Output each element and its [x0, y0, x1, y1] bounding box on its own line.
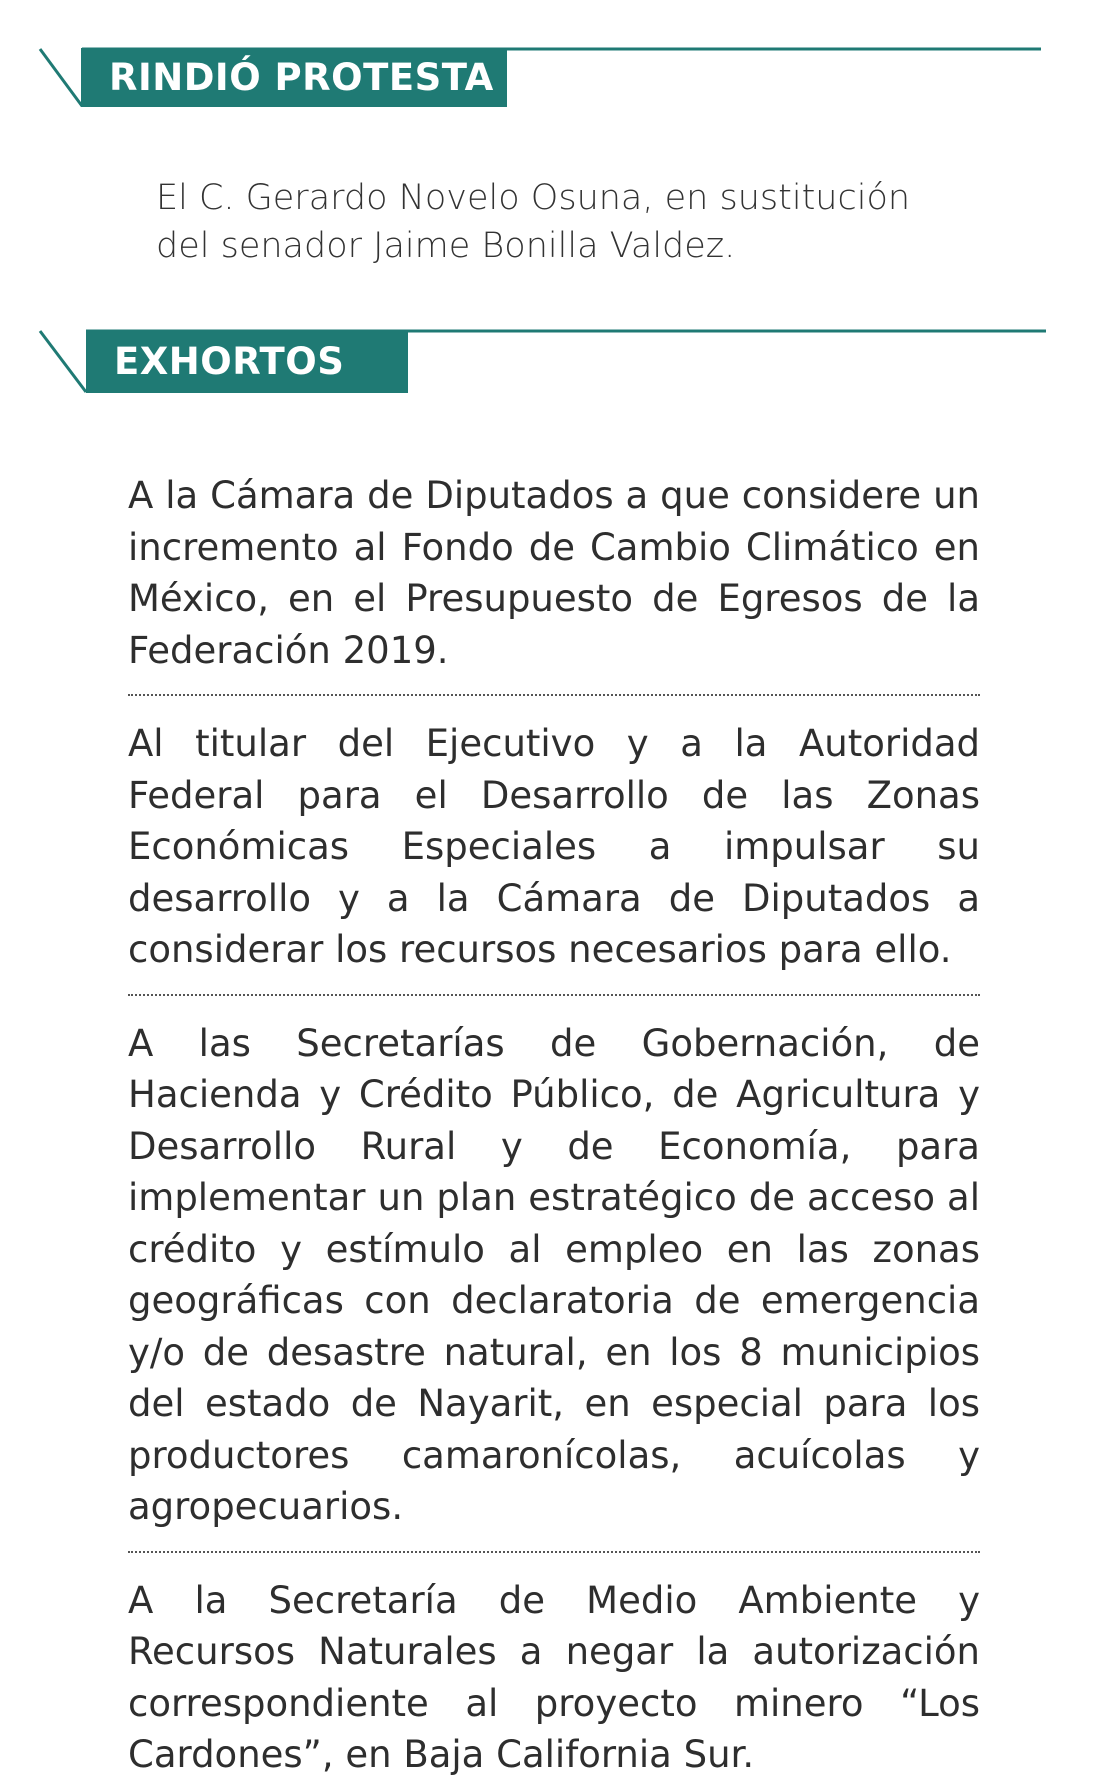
dotted-divider [128, 1551, 980, 1553]
exhorto-item: A las Secretarías de Gobernación, de Hacienda y Crédito Público, de Agricultura y Desarrollo Rural y de Economía, para implementar un plan estratégico de acceso al crédito y estímulo al empleo en las zonas geográficas con declaratoria de emergencia y/o de desastre natural, en los 8 municipios del estado de Nayarit, en especial para los productores camaronícolas, acuícolas y agropecuarios. [128, 1021, 980, 1528]
exhortos-list [128, 470, 980, 1781]
section-heading: RINDIÓ PROTESTA [81, 48, 507, 107]
section-header-rindio-protesta [0, 44, 1101, 124]
section-heading: EXHORTOS [86, 330, 408, 393]
exhorto-item: Al titular del Ejecutivo y a la Autoridad Federal para el Desarrollo de las Zonas Económicas Especiales a impulsar su desarrollo y a la Cámara de Diputados a considerar los recursos necesarios para ello. [128, 722, 980, 971]
dotted-divider [128, 994, 980, 996]
exhorto-item: A la Secretaría de Medio Ambiente y Recursos Naturales a negar la autorización correspondiente al proyecto minero “Los Cardones”, en Baja California Sur. [128, 1578, 980, 1776]
rindio-protesta-text: El C. Gerardo Novelo Osuna, en sustitución del senador Jaime Bonilla Valdez. [156, 178, 911, 266]
dotted-divider [128, 694, 980, 696]
section-header-exhortos [0, 326, 1101, 406]
exhorto-item: A la Cámara de Diputados a que considere un incremento al Fondo de Cambio Climático en México, en el Presupuesto de Egresos de la Federación 2019. [128, 474, 980, 672]
